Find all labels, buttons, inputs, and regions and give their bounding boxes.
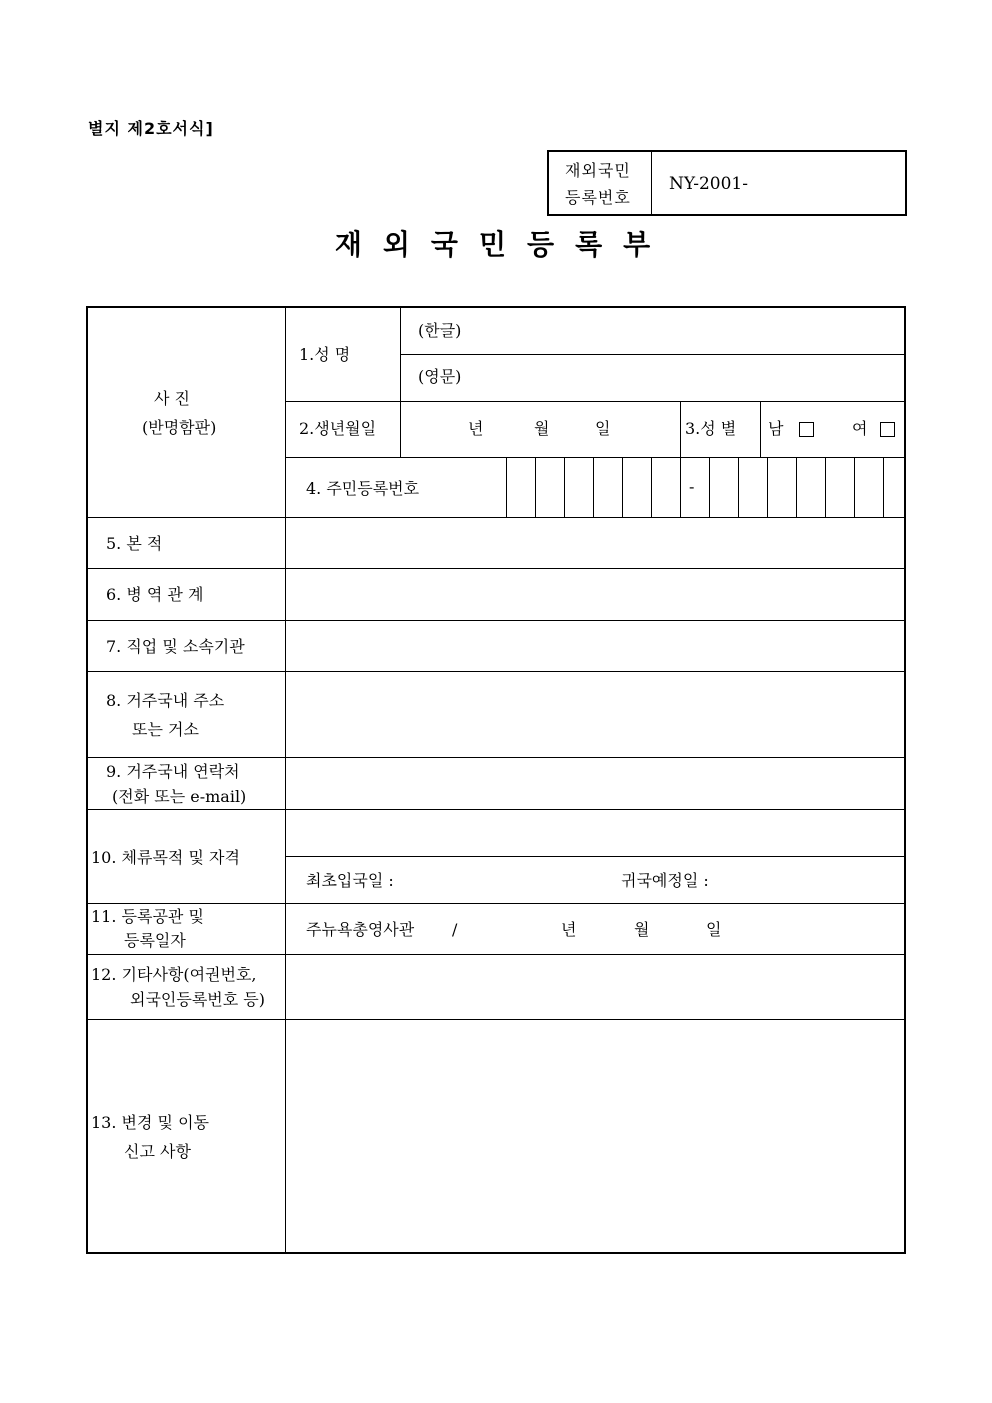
male-label: 남 [768,419,784,438]
row-divider [88,1019,904,1020]
registration-year-field[interactable]: 년 [561,920,577,939]
row-divider [285,401,904,402]
gender-label: 3.성 별 [685,419,737,438]
resident-id-dash: - [689,477,695,496]
name-korean-field[interactable]: (한글) [418,321,462,340]
row-divider [88,757,904,758]
registration-label-line2: 등록번호 [565,188,631,207]
id-cell-line [680,457,681,517]
first-entry-label: 최초입국일 : [306,871,394,890]
other-label-line1: 12. 기타사항(여권번호, [91,965,257,984]
changes-label-line1: 13. 변경 및 이동 [91,1113,209,1132]
id-cell-line [593,457,594,517]
label-column-divider [285,308,286,1252]
registration-month-field[interactable]: 월 [634,920,650,939]
birth-day-field[interactable]: 일 [595,419,611,438]
registration-office-separator: / [452,920,458,939]
military-label: 6. 병 역 관 계 [106,585,204,604]
id-cell-line [738,457,739,517]
row-divider [88,517,904,518]
contact-label-line2: (전화 또는 e-mail) [112,787,247,806]
return-date-label: 귀국예정일 : [621,871,709,890]
registration-form-table [86,306,906,1254]
stay-purpose-label: 10. 체류목적 및 자격 [91,848,240,867]
birth-month-field[interactable]: 월 [534,419,550,438]
id-cell-line [651,457,652,517]
registration-office-name: 주뉴욕총영사관 [306,920,415,939]
registration-office-label-line2: 등록일자 [124,931,186,950]
birthdate-label: 2.생년월일 [299,419,377,438]
registration-label-line1: 재외국민 [565,161,631,180]
female-label: 여 [852,419,868,438]
photo-label: 사 진 [154,389,190,408]
male-checkbox[interactable] [799,422,814,437]
id-cell-line [825,457,826,517]
id-cell-line [767,457,768,517]
registration-day-field[interactable]: 일 [706,920,722,939]
gender-value-divider [760,401,761,457]
registration-number-field[interactable]: NY-2001- [669,174,748,194]
address-label-line2: 또는 거소 [132,720,199,739]
row-divider [88,954,904,955]
row-divider [285,457,904,458]
name-english-field[interactable]: (영문) [418,367,462,386]
changes-label-line2: 신고 사항 [124,1142,191,1161]
female-checkbox[interactable] [880,422,895,437]
page-title: 재외국민등록부 [334,228,672,261]
registration-number-box [547,150,907,216]
row-divider [88,903,904,904]
row-divider [88,809,904,810]
id-cell-line [622,457,623,517]
photo-note: (반명함판) [142,418,217,437]
contact-label-line1: 9. 거주국내 연락처 [106,762,240,781]
id-cell-line [506,457,507,517]
birth-year-field[interactable]: 년 [468,419,484,438]
row-divider [88,620,904,621]
gender-divider [680,401,681,457]
occupation-label: 7. 직업 및 소속기관 [106,637,245,656]
id-cell-line [854,457,855,517]
form-label: 별지 제2호서식] [88,119,214,138]
id-cell-line [709,457,710,517]
row-divider [88,568,904,569]
id-cell-line [564,457,565,517]
id-cell-line [535,457,536,517]
id-cell-line [796,457,797,517]
row-divider [88,671,904,672]
name-row-divider [400,354,904,355]
resident-id-label: 4. 주민등록번호 [306,479,420,498]
id-cell-line [883,457,884,517]
birth-divider [400,401,401,457]
stay-row-divider [285,856,904,857]
name-label: 1.성 명 [299,345,351,364]
registration-box-divider [651,152,652,214]
other-label-line2: 외국인등록번호 등) [130,990,265,1009]
registration-office-label-line1: 11. 등록공관 및 [91,907,204,926]
domicile-label: 5. 본 적 [106,534,163,553]
address-label-line1: 8. 거주국내 주소 [106,691,225,710]
